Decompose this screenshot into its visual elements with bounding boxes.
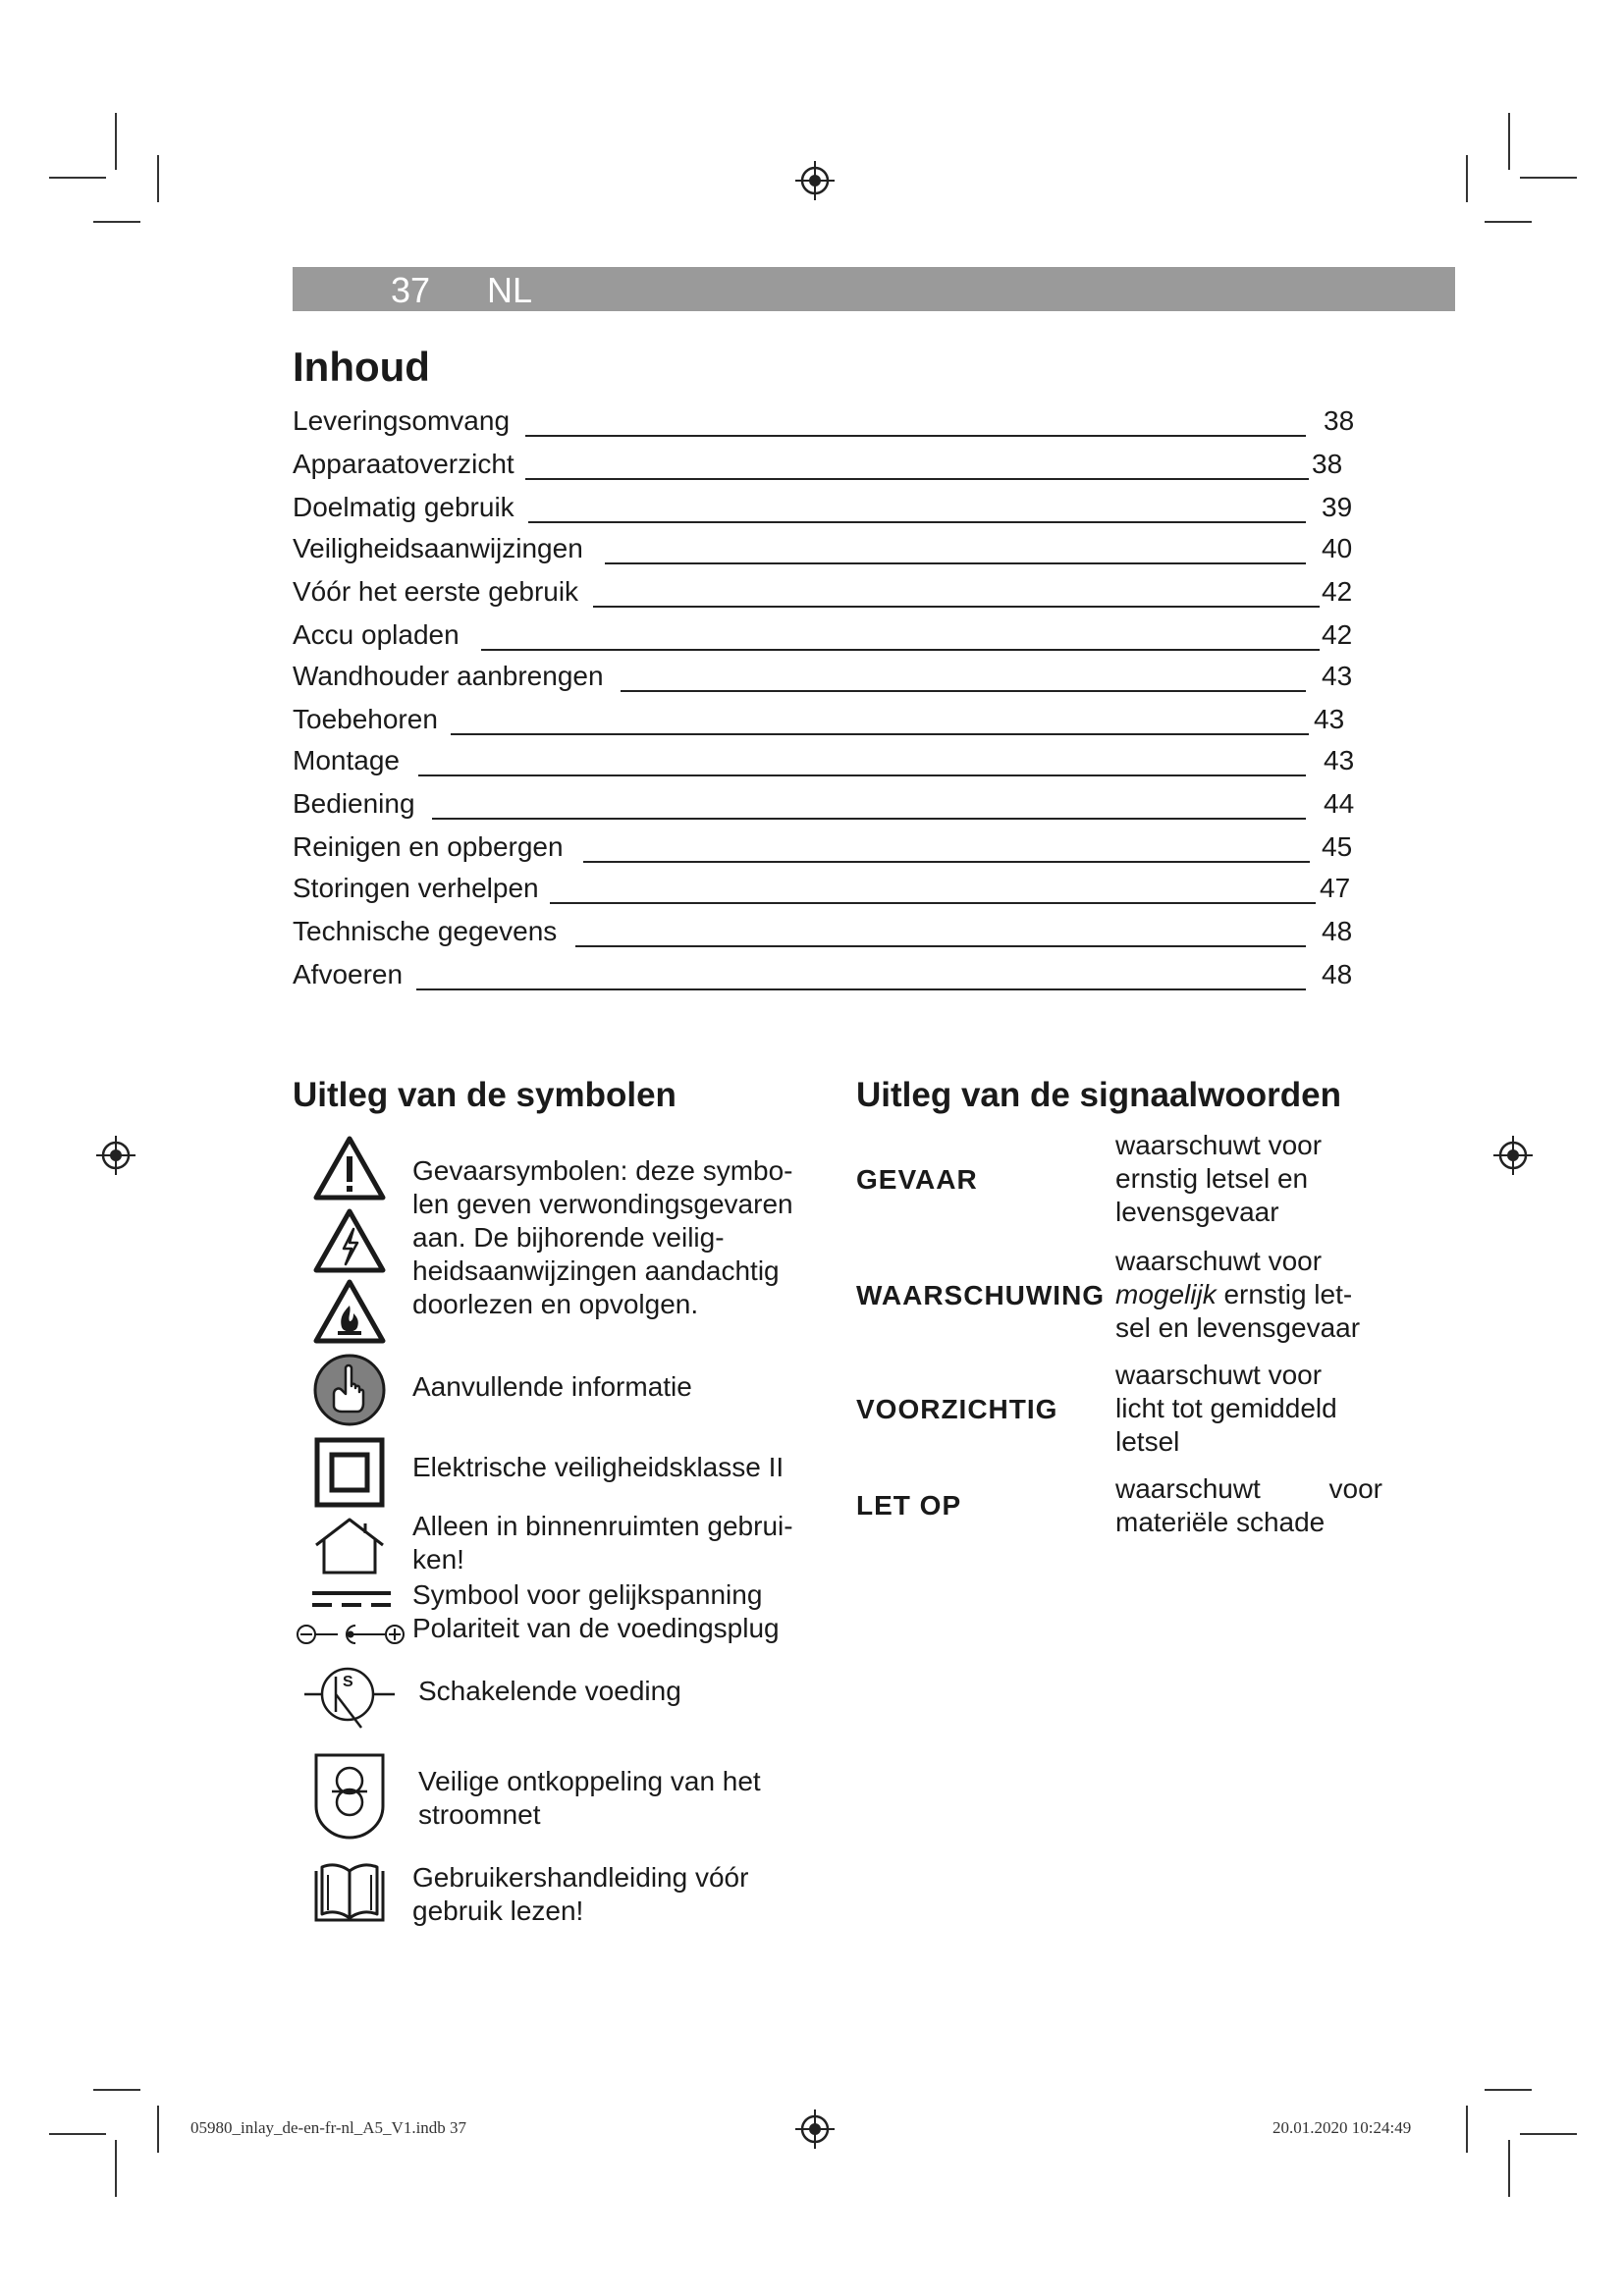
toc-entry	[293, 916, 1353, 955]
symbol-description-line: Gebruikershandleiding vóór	[412, 1862, 749, 1893]
toc-entry-page: 43	[1314, 704, 1345, 734]
crop-mark	[1520, 177, 1577, 179]
signal-description-line: waarschuwt voor	[1115, 1246, 1323, 1276]
signal-description	[1115, 1472, 1382, 1539]
signal-word: VOORZICHTIG	[856, 1394, 1058, 1424]
toc-leader-line	[451, 733, 1309, 735]
symbol-description	[412, 1861, 748, 1928]
toc-entry-page: 44	[1324, 788, 1355, 819]
toc-leader-line	[416, 988, 1306, 990]
language-code: NL	[487, 270, 533, 310]
crop-mark	[1508, 2140, 1510, 2197]
toc-leader-line	[605, 562, 1306, 564]
symbol-description	[412, 1578, 762, 1612]
toc-entry-label: Montage	[293, 745, 400, 775]
signal-description-line: ernstig letsel en	[1115, 1163, 1309, 1194]
page-number: 37	[391, 270, 431, 310]
toc-leader-line	[528, 521, 1306, 523]
toc-entry	[293, 661, 1353, 700]
toc-entry-label: Toebehoren	[293, 704, 438, 734]
symbol-description-line: Elektrische veiligheidsklasse II	[412, 1452, 785, 1482]
toc-entry-label: Afvoeren	[293, 959, 404, 989]
toc-entry	[293, 492, 1353, 531]
symbol-description-line: Alleen in binnenruimten gebrui-	[412, 1511, 793, 1541]
toc-entry-page: 43	[1324, 745, 1355, 775]
symbols-title: Uitleg van de symbolen	[293, 1076, 677, 1114]
crop-mark	[115, 2140, 117, 2197]
signal-word: GEVAAR	[856, 1164, 978, 1195]
crop-mark	[157, 2106, 159, 2153]
crop-mark	[1485, 2089, 1532, 2091]
footer-file-info: 05980_inlay_de-en-fr-nl_A5_V1.indb 37	[190, 2118, 467, 2137]
toc-leader-line	[525, 435, 1306, 437]
toc-entry-label: Reinigen en opbergen	[293, 831, 564, 862]
toc-entry-page: 40	[1322, 533, 1353, 563]
symbol-description-line: stroomnet	[418, 1799, 541, 1830]
signal-description-line	[1115, 1472, 1382, 1506]
crop-mark	[1508, 113, 1510, 170]
signal-description	[1115, 1245, 1360, 1345]
crop-mark	[49, 177, 106, 179]
symbol-description	[412, 1154, 793, 1321]
crop-mark	[1466, 2106, 1468, 2153]
switching-letter: S	[343, 1674, 353, 1690]
toc-entry	[293, 959, 1353, 998]
toc-entry-label: Leveringsomvang	[293, 405, 511, 436]
toc-entry	[293, 788, 1353, 828]
toc-entry	[293, 619, 1353, 659]
symbol-description	[418, 1675, 681, 1708]
toc-leader-line	[481, 649, 1320, 651]
switching-supply-icon	[300, 1661, 399, 1734]
signal-description-line: waarschuwt voor	[1115, 1360, 1323, 1390]
signal-description-line	[1115, 1278, 1360, 1311]
toc-entry-page: 39	[1322, 492, 1353, 522]
symbol-description-line: Symbool voor gelijkspanning	[412, 1579, 763, 1610]
symbol-description	[418, 1765, 761, 1832]
class-ii-icon	[314, 1437, 385, 1508]
registration-mark-icon	[96, 1136, 135, 1175]
toc-entry-label: Veiligheidsaanwijzingen	[293, 533, 583, 563]
signal-description-line: waarschuwt voor	[1115, 1130, 1323, 1160]
crop-mark	[49, 2133, 106, 2135]
toc-entry-page: 38	[1324, 405, 1355, 436]
signal-description	[1115, 1359, 1337, 1459]
symbol-description-line: Polariteit van de voedingsplug	[412, 1613, 780, 1643]
toc-entry-page: 45	[1322, 831, 1353, 862]
toc-entry-label: Apparaatoverzicht	[293, 449, 514, 479]
toc-entry-label: Storingen verhelpen	[293, 873, 539, 903]
symbol-description-line: aan. De bijhorende veilig-	[412, 1222, 725, 1253]
toc-entry-label: Technische gegevens	[293, 916, 558, 946]
crop-mark	[93, 221, 140, 223]
fire-hazard-icon	[312, 1278, 387, 1345]
page-header-bar	[293, 267, 1455, 311]
crop-mark	[1520, 2133, 1577, 2135]
toc-entry	[293, 745, 1353, 784]
toc-entry	[293, 704, 1353, 743]
symbol-description	[412, 1510, 793, 1576]
info-hand-icon	[312, 1353, 387, 1427]
toc-entry-page: 48	[1322, 916, 1353, 946]
symbol-description	[412, 1612, 780, 1645]
symbol-description-line: Veilige ontkoppeling van het	[418, 1766, 761, 1796]
toc-leader-line	[621, 690, 1306, 692]
toc-entry-page: 42	[1322, 619, 1353, 650]
toc-leader-line	[418, 774, 1306, 776]
toc-entry	[293, 831, 1353, 871]
toc-entry	[293, 449, 1353, 488]
safety-transformer-icon	[312, 1751, 387, 1842]
toc-entry-page: 43	[1322, 661, 1353, 691]
toc-entry-page: 42	[1322, 576, 1353, 607]
footer-datetime: 20.01.2020 10:24:49	[1272, 2118, 1412, 2137]
signal-description-text: waarschuwt	[1115, 1473, 1261, 1504]
symbol-description-line: len geven verwondingsgevaren	[412, 1189, 793, 1219]
toc-entry-label: Wandhouder aanbrengen	[293, 661, 604, 691]
symbol-description	[412, 1370, 692, 1404]
toc-entry-page: 38	[1312, 449, 1343, 479]
signal-word: WAARSCHUWING	[856, 1280, 1106, 1310]
crop-mark	[115, 113, 117, 170]
signal-description-line: licht tot gemiddeld	[1115, 1393, 1337, 1423]
toc-entry	[293, 576, 1353, 615]
toc-leader-line	[575, 945, 1306, 947]
toc-entry-page: 47	[1320, 873, 1351, 903]
symbol-description-line: Aanvullende informatie	[412, 1371, 692, 1402]
registration-mark-icon	[795, 161, 835, 200]
toc-entry	[293, 533, 1353, 572]
crop-mark	[93, 2089, 140, 2091]
toc-leader-line	[593, 606, 1320, 608]
toc-entry	[293, 405, 1353, 445]
toc-entry-label: Vóór het eerste gebruik	[293, 576, 579, 607]
registration-mark-icon	[1493, 1136, 1533, 1175]
signal-description-line: levensgevaar	[1115, 1197, 1279, 1227]
indoor-house-icon	[312, 1516, 387, 1576]
signal-emphasis: mogelijk	[1115, 1279, 1217, 1309]
toc-entry-label: Bediening	[293, 788, 415, 819]
symbol-description-line: Gevaarsymbolen: deze symbo-	[412, 1155, 793, 1186]
toc-leader-line	[432, 818, 1306, 820]
toc-leader-line	[583, 861, 1310, 863]
crop-mark	[1466, 155, 1468, 202]
toc-leader-line	[550, 902, 1316, 904]
registration-mark-icon	[795, 2109, 835, 2149]
crop-mark	[1485, 221, 1532, 223]
toc-leader-line	[525, 478, 1309, 480]
symbol-description-line: doorlezen en opvolgen.	[412, 1289, 699, 1319]
warning-triangle-icon	[312, 1135, 387, 1201]
signal-description-line: sel en levensgevaar	[1115, 1312, 1361, 1343]
signal-description	[1115, 1129, 1322, 1229]
symbol-description-line: gebruik lezen!	[412, 1896, 584, 1926]
toc-entry-page: 48	[1322, 959, 1353, 989]
signal-description-line: materiële schade	[1115, 1507, 1326, 1537]
signal-description-line: letsel	[1115, 1426, 1180, 1457]
signal-words-title: Uitleg van de signaalwoorden	[856, 1076, 1341, 1114]
crop-mark	[157, 155, 159, 202]
symbol-description-line: ken!	[412, 1544, 464, 1575]
symbol-description-line: Schakelende voeding	[418, 1676, 681, 1706]
signal-description-text: ernstig let-	[1216, 1279, 1353, 1309]
dc-voltage-icon	[312, 1588, 391, 1612]
symbol-description-line: heidsaanwijzingen aandachtig	[412, 1255, 780, 1286]
symbol-description	[412, 1451, 784, 1484]
electric-hazard-icon	[312, 1207, 387, 1274]
toc-entry	[293, 873, 1353, 912]
signal-word: LET OP	[856, 1490, 962, 1521]
signal-description-text: voor	[1328, 1473, 1382, 1504]
manual-book-icon	[312, 1861, 387, 1926]
toc-entry-label: Accu opladen	[293, 619, 460, 650]
polarity-icon	[295, 1622, 406, 1647]
toc-title: Inhoud	[293, 344, 430, 390]
toc-entry-label: Doelmatig gebruik	[293, 492, 514, 522]
